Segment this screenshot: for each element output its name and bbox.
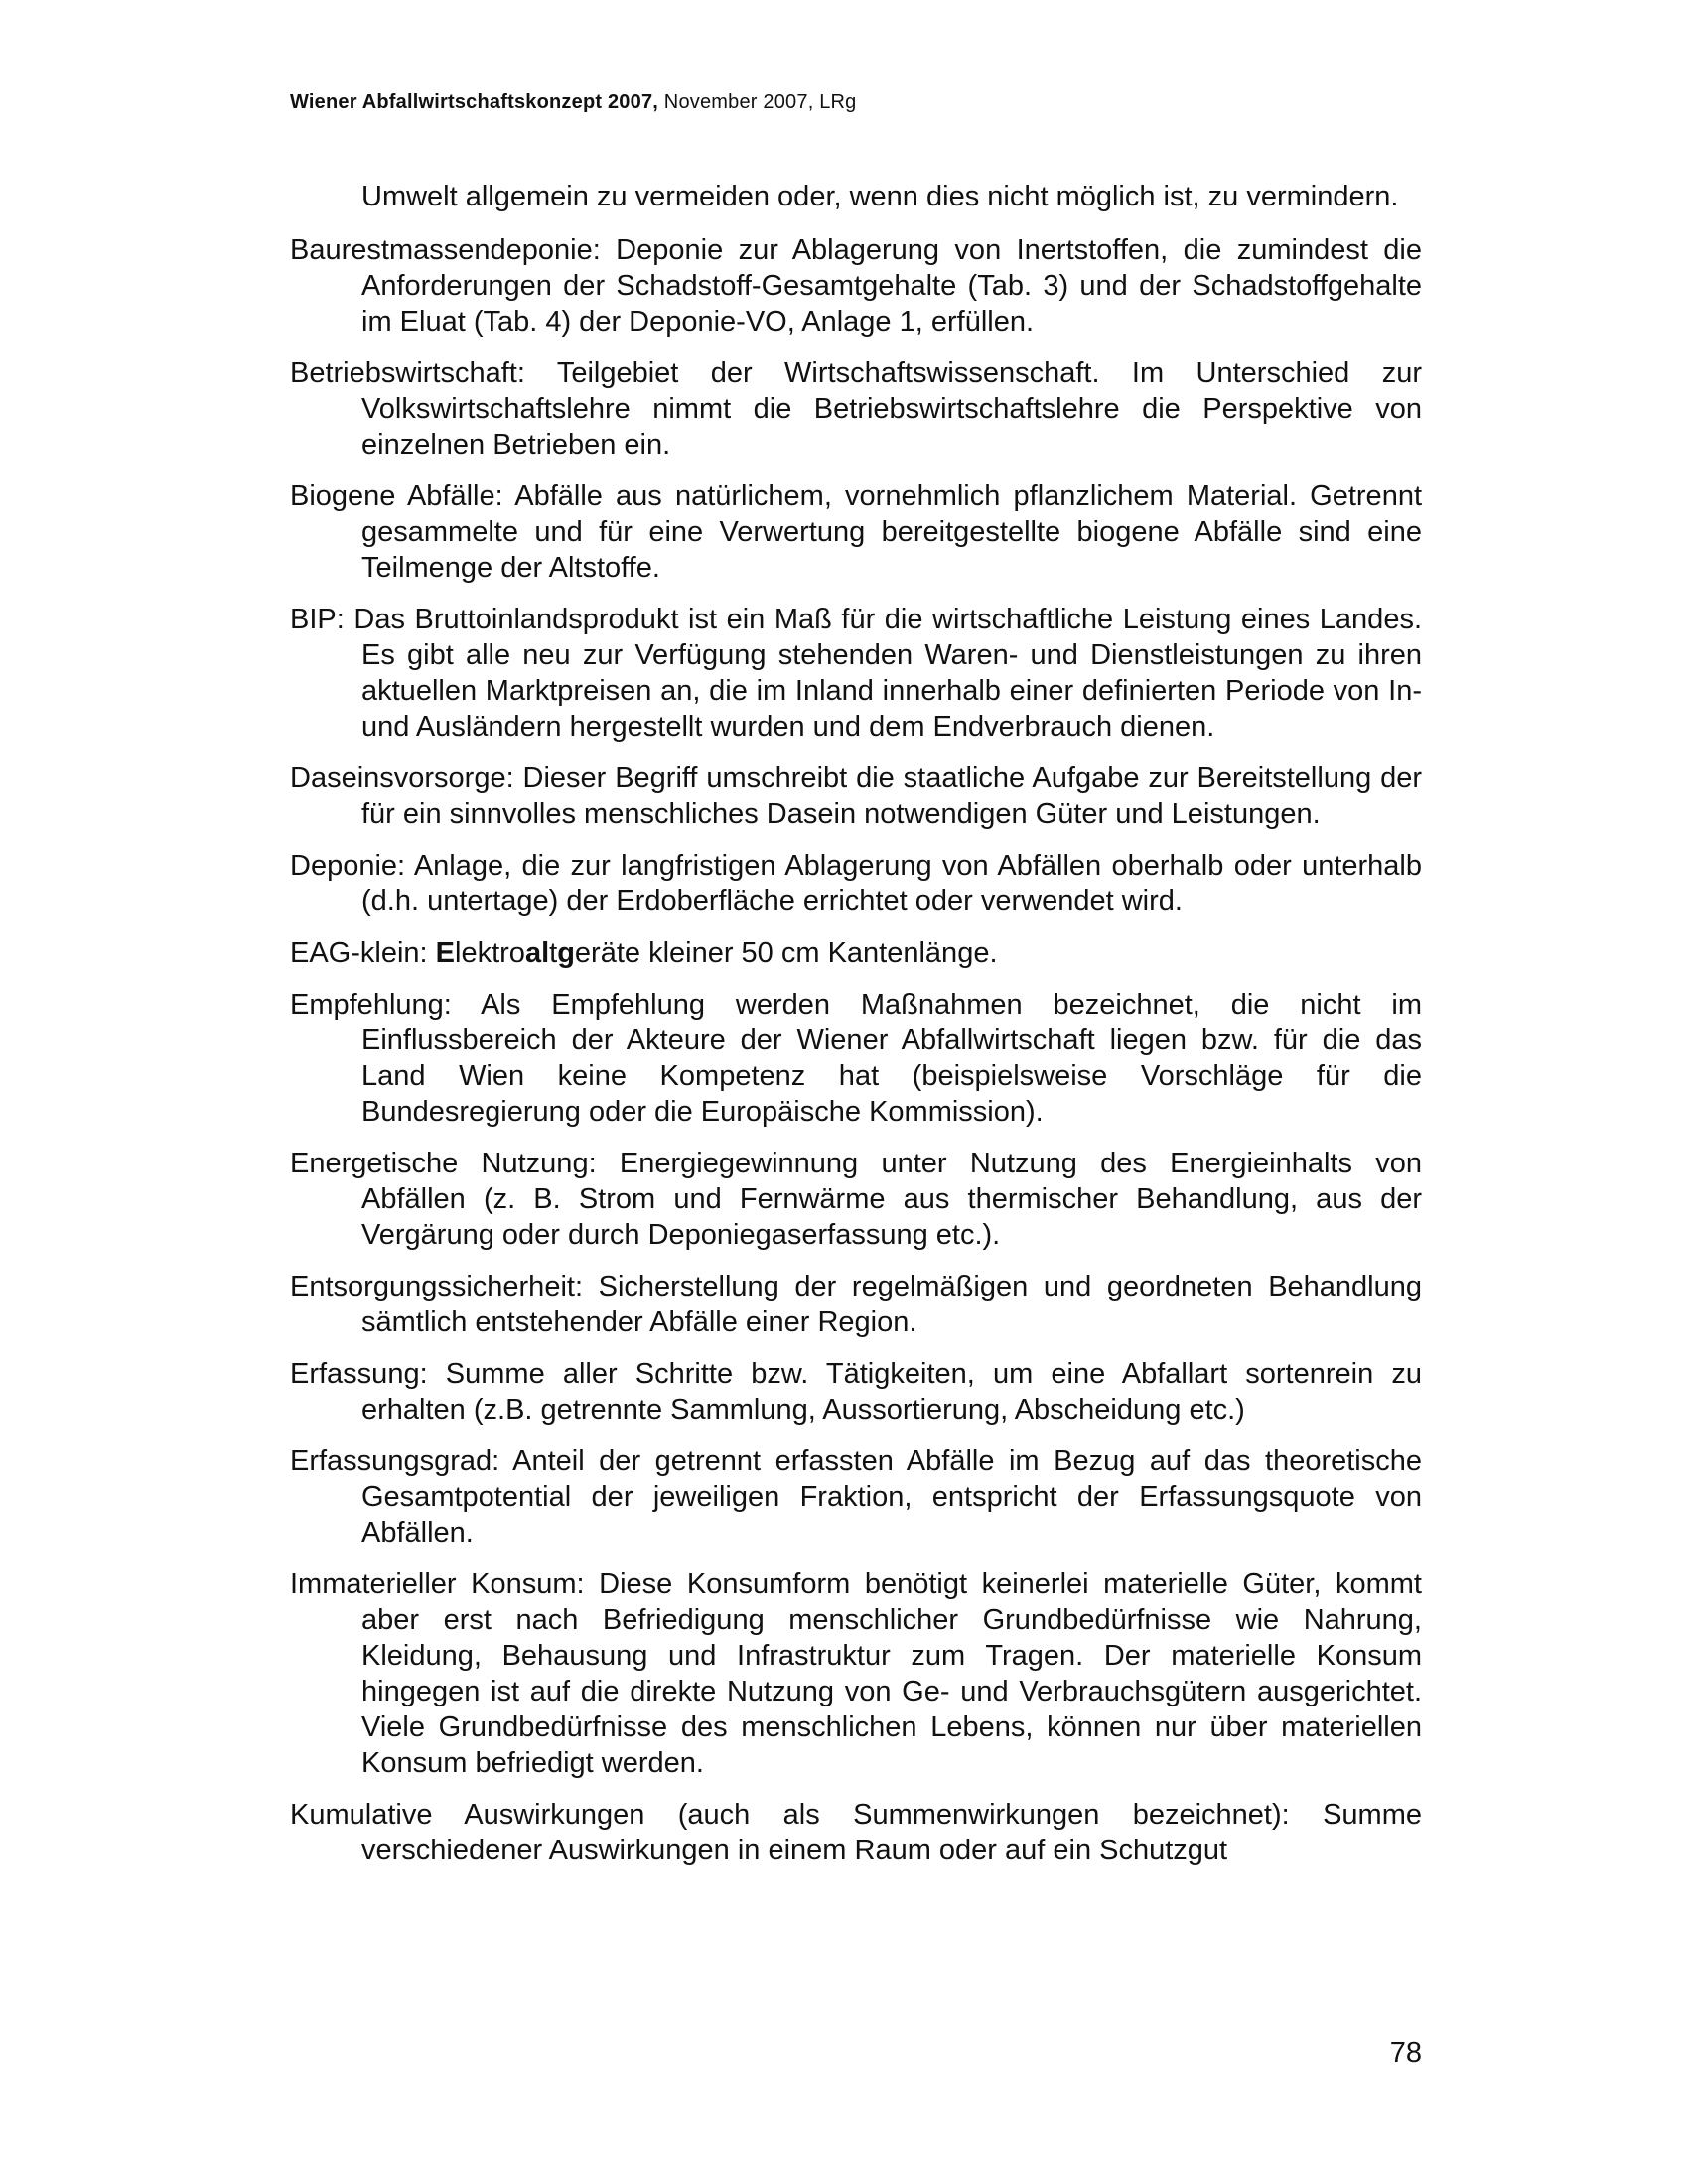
glossary-term: Deponie:: [290, 850, 406, 882]
glossary-entry: [290, 232, 1422, 340]
glossary-definition: Anteil der getrennt erfassten Abfälle im Bezug auf das theoretische Gesamtpotential der jeweiligen Fraktion, entspricht der Erfassungsquote von Abfällen.: [361, 1445, 1422, 1549]
glossary-term: Erfassungsgrad:: [290, 1445, 500, 1477]
eag-bold-e: E: [435, 937, 456, 969]
glossary-content: [290, 179, 1422, 1884]
eag-text-2: t: [549, 937, 558, 969]
glossary-definition: Als Empfehlung werden Maßnahmen bezeichnet, die nicht im Einflussbereich der Akteure der Wiener Abfallwirtschaft liegen bzw. für die das Land Wien keine Kompetenz hat (beispielsweise Vorschläge für die Bundesregierung oder die Europäische Kommission).: [361, 989, 1422, 1128]
glossary-entry: [290, 478, 1422, 586]
eag-text-1: lektro: [455, 937, 525, 969]
glossary-definition: Sicherstellung der regelmäßigen und geordneten Behandlung sämtlich entstehender Abfälle einer Region.: [361, 1271, 1423, 1338]
header-title: Wiener Abfallwirtschaftskonzept 2007,: [290, 91, 659, 113]
glossary-entry: [290, 760, 1422, 832]
page-number: 78: [1389, 2037, 1422, 2069]
glossary-term: BIP:: [290, 604, 345, 635]
glossary-definition: Energiegewinnung unter Nutzung des Energieinhalts von Abfällen (z. B. Strom und Fernwärme aus thermischer Behandlung, aus der Vergärung oder durch Deponiegaserfassung etc.).: [361, 1148, 1422, 1251]
glossary-term: Empfehlung:: [290, 989, 452, 1021]
glossary-definition: Anlage, die zur langfristigen Ablagerung von Abfällen oberhalb oder unterhalb (d.h. untertage) der Erdoberfläche errichtet oder verwendet wird.: [361, 850, 1422, 917]
glossary-definition: Diese Konsumform benötigt keinerlei materielle Güter, kommt aber erst nach Befriedigung menschlicher Grundbedürfnisse wie Nahrung, Kleidung, Behausung und Infrastruktur zum Tragen. Der materielle Konsum hingegen ist auf die direkte Nutzung von Ge- und Verbrauchsgütern ausgerichtet. Viele Grundbedürfnisse des menschlichen Lebens, können nur über materiellen Konsum befriedigt werden.: [361, 1569, 1422, 1779]
continuation-text: Umwelt allgemein zu vermeiden oder, wenn dies nicht möglich ist, zu vermindern.: [361, 181, 1399, 212]
page-header: [290, 91, 857, 114]
glossary-definition: Dieser Begriff umschreibt die staatliche Aufgabe zur Bereitstellung der für ein sinnvolles menschliches Dasein notwendigen Güter und Leistungen.: [361, 762, 1422, 830]
glossary-definition: Teilgebiet der Wirtschaftswissenschaft. Im Unterschied zur Volkswirtschaftslehre nimmt die Betriebswirtschaftslehre die Perspektive von einzelnen Betrieben ein.: [361, 357, 1422, 461]
glossary-term: Immaterieller Konsum:: [290, 1569, 585, 1600]
glossary-term: EAG-klein:: [290, 937, 428, 969]
glossary-entry: [290, 1797, 1422, 1868]
glossary-entry: [290, 848, 1422, 919]
glossary-entry: [290, 355, 1422, 463]
glossary-entry: [290, 1567, 1422, 1781]
glossary-term: Entsorgungssicherheit:: [290, 1271, 583, 1302]
glossary-entry: [290, 1356, 1422, 1428]
glossary-definition: Das Bruttoinlandsprodukt ist ein Maß für die wirtschaftliche Leistung eines Landes. Es gibt alle neu zur Verfügung stehenden Waren- und Dienstleistungen zu ihren aktuellen Marktpreisen an, die im Inland innerhalb einer definierten Periode von In- und Ausländern hergestellt wurden und dem Endverbrauch dienen.: [353, 604, 1422, 743]
glossary-entry: [290, 935, 1422, 971]
header-subtitle: November 2007, LRg: [663, 91, 857, 113]
eag-bold-g: g: [557, 937, 575, 969]
glossary-entry: [290, 602, 1422, 745]
glossary-definition: (auch als Summenwirkungen bezeichnet): Summe verschiedener Auswirkungen in einem Raum oder auf ein Schutzgut: [361, 1799, 1422, 1866]
glossary-term: Kumulative Auswirkungen: [290, 1799, 645, 1831]
glossary-term: Energetische Nutzung:: [290, 1148, 597, 1179]
glossary-term: Biogene Abfälle:: [290, 480, 503, 512]
glossary-definition: Deponie zur Ablagerung von Inertstoffen, die zumindest die Anforderungen der Schadstoff-Gesamtgehalte (Tab. 3) und der Schadstoffgehalte im Eluat (Tab. 4) der Deponie-VO, Anlage 1, erfüllen.: [361, 234, 1422, 338]
glossary-term: Daseinsvorsorge:: [290, 762, 514, 794]
eag-text-3: eräte kleiner 50 cm Kantenlänge.: [574, 937, 998, 969]
glossary-term: Baurestmassendeponie:: [290, 234, 601, 266]
glossary-entry: [290, 1269, 1422, 1340]
eag-bold-al: al: [524, 937, 550, 969]
glossary-definition: Summe aller Schritte bzw. Tätigkeiten, um eine Abfallart sortenrein zu erhalten (z.B. getrennte Sammlung, Aussortierung, Abscheidung etc.): [361, 1358, 1423, 1426]
glossary-definition: Abfälle aus natürlichem, vornehmlich pflanzlichem Material. Getrennt gesammelte und für eine Verwertung bereitgestellte biogene Abfälle sind eine Teilmenge der Altstoffe.: [361, 480, 1423, 584]
glossary-term: Erfassung:: [290, 1358, 428, 1390]
glossary-entry: [290, 987, 1422, 1130]
glossary-term: Betriebswirtschaft:: [290, 357, 525, 389]
glossary-entry: [290, 1443, 1422, 1551]
glossary-entry: [290, 1146, 1422, 1253]
